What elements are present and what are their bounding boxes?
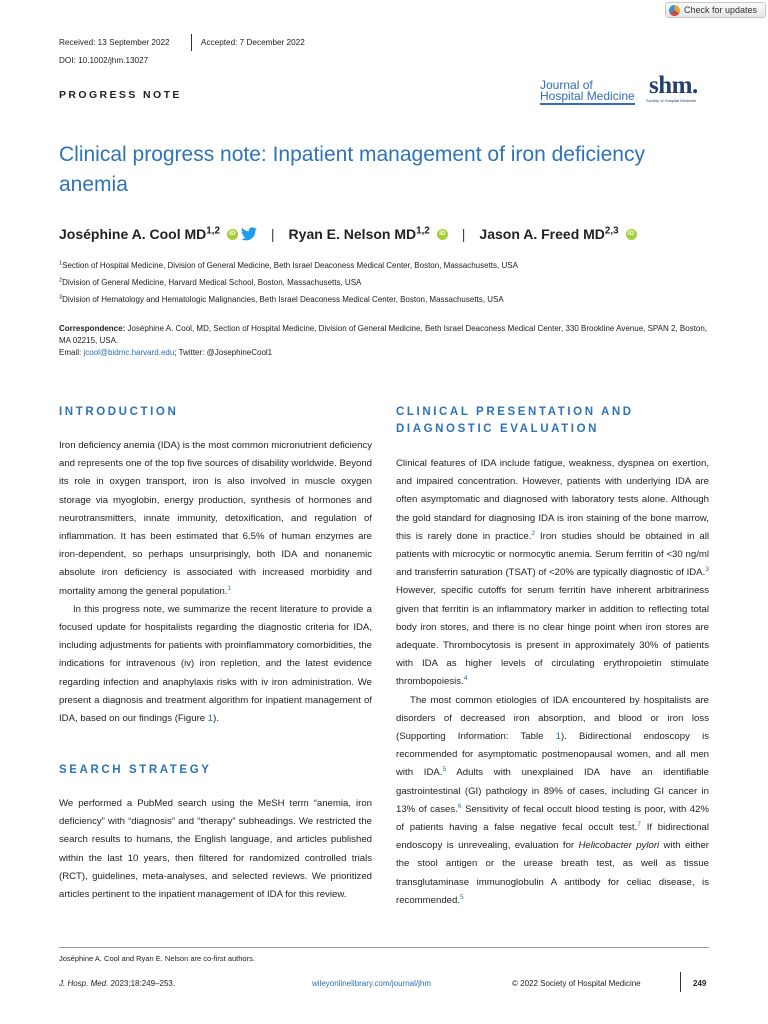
- citation-link[interactable]: 3: [705, 566, 709, 574]
- check-for-updates-button[interactable]: [665, 2, 766, 18]
- article-title: Clinical progress note: Inpatient management of iron deficiency anemia: [59, 143, 645, 196]
- journal-citation: J. Hosp. Med. 2023;18:249–253.: [59, 979, 176, 988]
- correspondence: [59, 323, 719, 359]
- citation-link[interactable]: 2: [531, 529, 536, 537]
- author-separator: |: [461, 226, 466, 242]
- journal-name-line2: Hospital Medicine: [540, 89, 635, 103]
- twitter-handle: ; Twitter: @JosephineCool1: [174, 348, 273, 357]
- affiliation-1: $^1$Section of Hospital Medicine, Division of General Medicine, Beth Israel Deaconess Medical Center, Boston, Massachusetts, USA: [59, 260, 518, 270]
- header-divider: [191, 34, 192, 51]
- footer-page-divider: [680, 972, 681, 992]
- society-name: Society of Hospital Medicine: [646, 98, 697, 103]
- introduction-heading: INTRODUCTION: [59, 406, 179, 418]
- author-name[interactable]: Joséphine A. Cool MD$^{1,2}$: [59, 225, 220, 242]
- article-type: PROGRESS NOTE: [59, 89, 182, 101]
- orcid-icon[interactable]: iD: [437, 229, 448, 240]
- check-for-updates-label: Check for updates: [684, 5, 758, 15]
- clinical-presentation-body: [396, 455, 709, 910]
- orcid-icon[interactable]: iD: [227, 229, 238, 240]
- search-strategy-heading: SEARCH STRATEGY: [59, 764, 212, 776]
- introduction-paragraph-1: Iron deficiency anemia (IDA) is the most common micronutrient deficiency and represents one of the top five sources of disability worldwide. Beyond its role in oxygen transport, iron is also involved in muscle oxygen storage via myoglobin, energy production, synthesis of hormones and neurotransmitters, innate immunity, detoxification, and regulation of inflammation. It has been estimated that 6.5% of human enzymes are iron-dependent, so perhaps unsurprisingly, both IDA and nonanemic absolute iron deficiency is associated with increased morbidity and mortality among the general population.$^1$: [59, 440, 372, 597]
- received-date: Received: 13 September 2022: [59, 38, 170, 47]
- journal-url-link[interactable]: wileyonlinelibrary.com/journal/jhm: [312, 979, 432, 988]
- copyright: © 2022 Society of Hospital Medicine: [512, 979, 641, 988]
- email-label: Email:: [59, 348, 82, 357]
- introduction-paragraph-2: In this progress note, we summarize the recent literature to provide a focused update for hospitalists regarding the diagnostic criteria for IDA, including adjustments for patients with proinflammatory comorbidities, the indications for intravenous (iv) iron repletion, and the latest evidence regarding infection and anaphylaxis risks with iv iron administration. We present a diagnosis and treatment algorithm for inpatient management of IDA, based on our findings (Figure 1).: [59, 603, 372, 725]
- page-number: 249: [693, 979, 707, 988]
- citation-link[interactable]: 5: [460, 893, 464, 901]
- co-first-author-note: Joséphine A. Cool and Ryan E. Nelson are co-first authors.: [59, 954, 255, 963]
- figure-link[interactable]: 1: [207, 713, 214, 725]
- affiliation-2: $^2$Division of General Medicine, Harvard Medical School, Boston, Massachusetts, USA: [59, 277, 362, 287]
- journal-name-line1: Journal of: [540, 78, 593, 92]
- clinical-paragraph-2: The most common etiologies of IDA encountered by hospitalists are disorders of decreased iron absorption, and blood or iron loss (Supporting Information: Table 1). Bidirectional endoscopy is recommended for asymptomatic postmenopausal women, and all men with IDA.$^5$ Adults with unexplained IDA have an identifiable gastrointestinal (GI) pathology in 89% of cases, including GI cancer in 13% of cases.$^6$ Sensitivity of fecal occult blood testing is poor, with 42% of patients having a false negative fecal occult test.$^7$ If bidirectional endoscopy is unrevealing, evaluation for Helicobacter pylori with either the stool antigen or the urease breath test, as well as tissue transglutaminase immunoglobulin A antibody for celiac disease, is recommended.$^5$: [396, 694, 710, 906]
- journal-logo: [540, 72, 710, 108]
- introduction-body: [59, 437, 372, 728]
- search-strategy-body: [59, 795, 372, 904]
- clinical-paragraph-1: Clinical features of IDA include fatigue, weakness, dyspnea on exertion, and impaired concentration. However, patients with underlying IDA are often asymptomatic and diagnosed with laboratory tests alone. Although the gold standard for diagnosing IDA is iron staining of the bone marrow, this is rarely done in practice.$^2$ Iron studies should be obtained in all patients with microcytic or normocytic anemia. Serum ferritin of <30 ng/ml and transferrin saturation (TSAT) of <20% are typically diagnostic of IDA.$^3$ However, specific cutoffs for serum ferritin have inherent arbitrariness given that ferritin is an inflammatory marker in addition to reflecting total body iron stores, and there is no clear hinge point when iron stores are adequate. Thrombocytosis is present in approximately 30% of patients with IDA as higher levels of circulating erythropoietin stimulate thrombopoiesis.$^4$: [396, 458, 709, 688]
- author-name[interactable]: Ryan E. Nelson MD$^{1,2}$: [288, 225, 430, 242]
- correspondence-text: Joséphine A. Cool, MD, Section of Hospital Medicine, Division of General Medicine, Beth Israel Deaconess Medical Center, 330 Brookline Avenue, SPAN 2, Boston, MA 02215, USA.: [59, 324, 708, 345]
- footer-divider: [59, 947, 709, 948]
- correspondence-label: Correspondence:: [59, 324, 126, 333]
- citation-link[interactable]: 4: [463, 675, 468, 683]
- doi: DOI: 10.1002/jhm.13027: [59, 56, 149, 65]
- author-list: [59, 226, 637, 242]
- crossmark-icon: [669, 5, 680, 16]
- affiliation-3: $^3$Division of Hematology and Hematologic Malignancies, Beth Israel Deaconess Medical Center, Boston, Massachusetts, USA: [59, 294, 504, 304]
- author-name[interactable]: Jason A. Freed MD$^{2,3}$: [479, 225, 619, 242]
- email-link[interactable]: jcool@bidmc.harvard.edu: [83, 348, 175, 357]
- citation-link[interactable]: 1: [227, 584, 232, 592]
- society-logo: shm.: [649, 72, 698, 99]
- search-strategy-paragraph: We performed a PubMed search using the MeSH term “anemia, iron deficiency” with “diagnosis” and “therapy” subheadings. We restricted the search results to humans, the English language, and articles published within the last 10 years, then filtered for randomized controlled trials (RCT), guidelines, meta-analyses, and selected reviews. We prioritized articles pertinent to the inpatient management of IDA for this review.: [59, 798, 372, 901]
- orcid-icon[interactable]: iD: [626, 229, 637, 240]
- citation-link[interactable]: 5: [442, 766, 447, 774]
- table-link[interactable]: 1: [555, 731, 561, 743]
- twitter-icon[interactable]: [241, 227, 257, 241]
- accepted-date: Accepted: 7 December 2022: [201, 38, 305, 47]
- clinical-presentation-heading: CLINICAL PRESENTATION AND DIAGNOSTIC EVALUATION: [396, 406, 634, 435]
- author-separator: |: [270, 226, 275, 242]
- citation-link[interactable]: 7: [637, 820, 641, 828]
- citation-link[interactable]: 6: [457, 802, 462, 810]
